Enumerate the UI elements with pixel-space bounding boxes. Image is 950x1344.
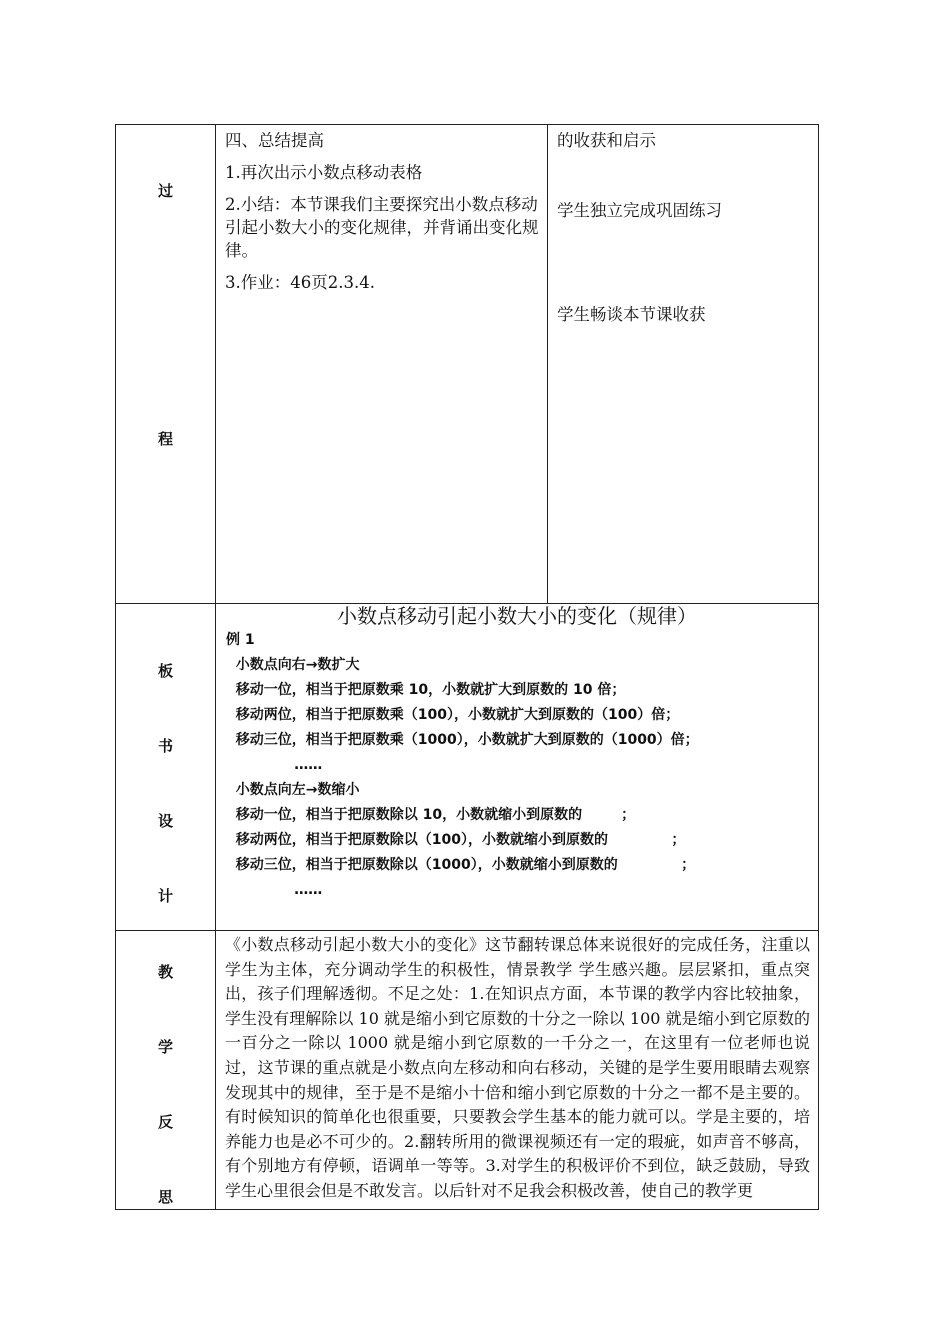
student-activity-cell (548, 125, 819, 604)
row-label-char: 思 (157, 1188, 173, 1206)
board-line: 例 1 (226, 632, 255, 648)
row-label-char: 设 (157, 812, 173, 830)
step-summary: 2.小结：本节课我们主要探究出小数点移动引起小数大小的变化规律，并背诵出变化规律。 (225, 195, 539, 260)
lesson-plan-sheet (115, 124, 819, 1210)
process-row (116, 125, 819, 604)
board-line: 小数点向右→数扩大 (226, 657, 360, 673)
row-label-char: 计 (157, 887, 173, 905)
student-line-share: 学生畅谈本节课收获 (557, 305, 706, 324)
board-line: 小数点向左→数缩小 (226, 782, 360, 798)
board-line: 移动一位，相当于把原数乘 10，小数就扩大到原数的 10 倍； (226, 682, 626, 698)
step-homework: 3.作业：46页2.3.4. (225, 273, 375, 292)
board-content-cell (216, 604, 819, 931)
row-label-char: 反 (157, 1113, 173, 1131)
student-line-gains: 的收获和启示 (557, 131, 656, 150)
board-line: 移动一位，相当于把原数除以 10，小数就缩小到原数的 ； (226, 807, 636, 823)
reflection-label-cell (116, 931, 216, 1210)
lesson-plan-table (115, 124, 819, 1210)
row-label-char: 学 (157, 1038, 173, 1056)
board-title: 小数点移动引起小数大小的变化（规律） (337, 604, 697, 628)
reflection-row (116, 931, 819, 1210)
board-line: 移动三位，相当于把原数乘（1000），小数就扩大到原数的（1000）倍； (226, 732, 699, 748)
row-label-char: 教 (157, 963, 173, 981)
board-design-row (116, 604, 819, 931)
board-line: 移动两位，相当于把原数乘（100），小数就扩大到原数的（100）倍； (226, 707, 680, 723)
step-show-table: 1.再次出示小数点移动表格 (225, 163, 423, 182)
board-line: 移动两位，相当于把原数除以（100），小数就缩小到原数的 ； (226, 832, 686, 848)
board-line: …… (226, 882, 323, 898)
teacher-activity-cell (216, 125, 548, 604)
summary-heading: 四、总结提高 (225, 131, 324, 150)
row-label-char: 程 (157, 430, 173, 448)
row-label-char: 过 (157, 182, 173, 200)
process-label-cell (116, 125, 216, 604)
row-label-char: 板 (157, 662, 173, 680)
board-line: 移动三位，相当于把原数除以（1000），小数就缩小到原数的 ； (226, 857, 696, 873)
reflection-text: 《小数点移动引起小数大小的变化》这节翻转课总体来说很好的完成任务，注重以学生为主体，充分调动学生的积极性，情景教学 学生感兴趣。层层紧扣，重点突出，孩子们理解透彻。不足之处：1.在知识点方面，本节课的教学内容比较抽象，学生没有理解除以 10 就是缩小到它原数的十分之一除以 100 就是缩小到它原数的一百分之一除以 1000 就是缩小到它原数的一千分之一，在这里有一位老师也说过，这节课的重点就是小数点向左移动和向右移动，关键的是学生要用眼睛去观察发现其中的规律，至于是不是缩小十倍和缩小到它原数的十分之一都不是主要的。有时候知识的简单化也很重要，只要教会学生基本的能力就可以。学是主要的，培养能力也是必不可少的。2.翻转所用的微课视频还有一定的瑕疵，如声音不够高，有个别地方有停顿，语调单一等等。3.对学生的积极评价不到位，缺乏鼓励，导致学生心里很会但是不敢发言。以后针对不足我会积极改善，使自己的教学更 (225, 935, 810, 1200)
board-line: …… (226, 757, 323, 773)
row-label-char: 书 (157, 737, 173, 755)
student-line-practice: 学生独立完成巩固练习 (557, 201, 722, 220)
reflection-content-cell (216, 931, 819, 1210)
board-label-cell (116, 604, 216, 931)
